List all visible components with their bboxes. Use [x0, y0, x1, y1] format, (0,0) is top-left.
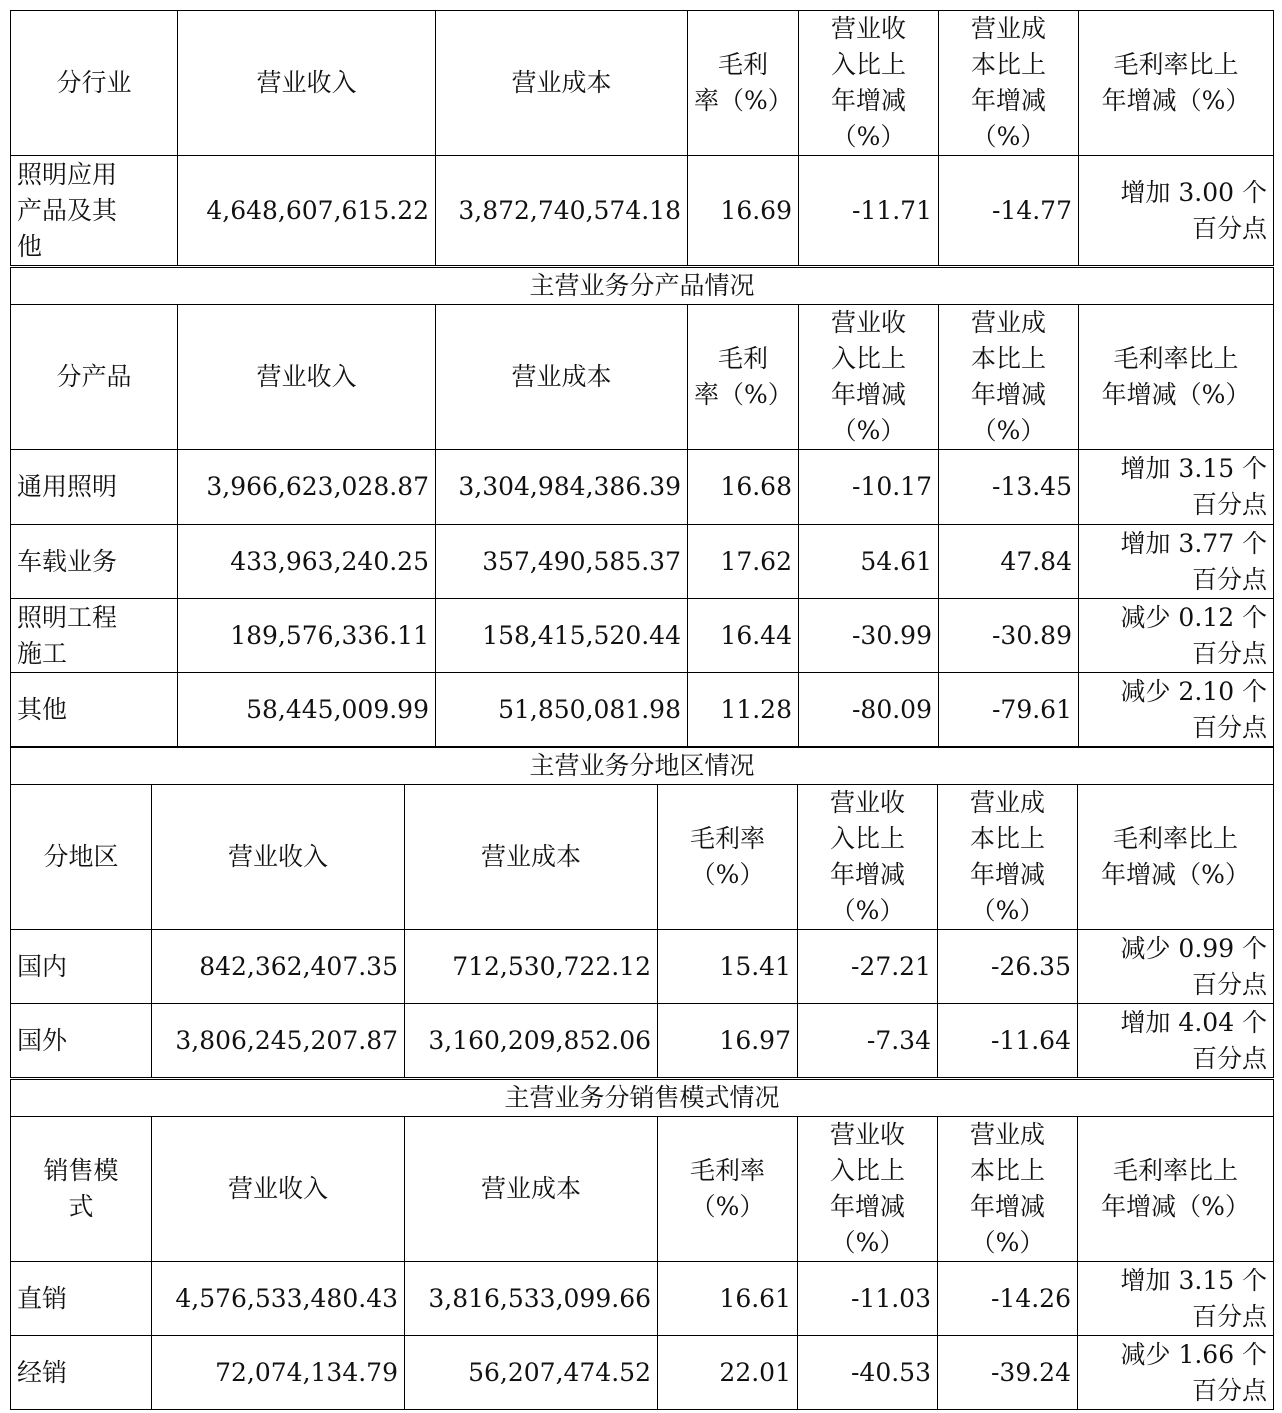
revenue-cell: 433,963,240.25	[178, 525, 436, 599]
header-revenue: 营业收入	[152, 1117, 405, 1262]
header-margin: 毛利 率（%）	[688, 305, 799, 450]
revenue-cell: 189,576,336.11	[178, 599, 436, 673]
section-title: 主营业务分销售模式情况	[11, 1080, 1274, 1117]
region-table	[10, 747, 1274, 1078]
header-margin: 毛利率 （%）	[658, 785, 798, 930]
margin-change-cell: 减少 1.66 个 百分点	[1078, 1336, 1274, 1410]
revenue-cell: 3,966,623,028.87	[178, 450, 436, 525]
table-row	[11, 673, 1274, 747]
header-cost-change: 营业成 本比上 年增减 （%）	[939, 305, 1079, 450]
product-header-row	[11, 305, 1274, 450]
region-header-row	[11, 785, 1274, 930]
header-margin-change: 毛利率比上 年增减（%）	[1079, 305, 1274, 450]
row-label: 照明应用 产品及其 他	[11, 156, 178, 266]
cost-change-cell: -79.61	[939, 673, 1079, 747]
header-revenue-change: 营业收 入比上 年增减 （%）	[798, 785, 938, 930]
sales-mode-header-row	[11, 1117, 1274, 1262]
cost-change-cell: -11.64	[938, 1004, 1078, 1078]
margin-change-cell: 增加 3.15 个 百分点	[1078, 1262, 1274, 1336]
revenue-change-cell: -7.34	[798, 1004, 938, 1078]
sales-mode-table	[10, 1079, 1274, 1410]
row-label: 通用照明	[11, 450, 178, 525]
revenue-cell: 72,074,134.79	[152, 1336, 405, 1410]
cost-change-cell: -39.24	[938, 1336, 1078, 1410]
cost-cell: 357,490,585.37	[436, 525, 688, 599]
margin-change-cell: 增加 3.77 个 百分点	[1079, 525, 1274, 599]
revenue-change-cell: -80.09	[799, 673, 939, 747]
header-revenue: 营业收入	[152, 785, 405, 930]
header-revenue: 营业收入	[178, 11, 436, 156]
revenue-cell: 58,445,009.99	[178, 673, 436, 747]
revenue-cell: 4,576,533,480.43	[152, 1262, 405, 1336]
cost-change-cell: -14.26	[938, 1262, 1078, 1336]
header-margin-change: 毛利率比上 年增减（%）	[1079, 11, 1274, 156]
header-cost: 营业成本	[436, 305, 688, 450]
margin-cell: 17.62	[688, 525, 799, 599]
row-label: 国外	[11, 1004, 152, 1078]
header-margin-change: 毛利率比上 年增减（%）	[1078, 785, 1274, 930]
margin-change-cell: 减少 0.12 个 百分点	[1079, 599, 1274, 673]
cost-cell: 3,816,533,099.66	[405, 1262, 658, 1336]
table-row	[11, 1004, 1274, 1078]
margin-cell: 11.28	[688, 673, 799, 747]
section-title-row	[11, 268, 1274, 305]
margin-cell: 16.61	[658, 1262, 798, 1336]
revenue-cell: 4,648,607,615.22	[178, 156, 436, 266]
revenue-change-cell: 54.61	[799, 525, 939, 599]
table-row	[11, 930, 1274, 1004]
cost-cell: 158,415,520.44	[436, 599, 688, 673]
section-title-row	[11, 1080, 1274, 1117]
margin-change-cell: 减少 0.99 个 百分点	[1078, 930, 1274, 1004]
section-title: 主营业务分产品情况	[11, 268, 1274, 305]
revenue-cell: 842,362,407.35	[152, 930, 405, 1004]
header-segment: 分产品	[11, 305, 178, 450]
row-label: 经销	[11, 1336, 152, 1410]
margin-cell: 16.44	[688, 599, 799, 673]
margin-change-cell: 增加 3.00 个 百分点	[1079, 156, 1274, 266]
section-title: 主营业务分地区情况	[11, 748, 1274, 785]
margin-cell: 22.01	[658, 1336, 798, 1410]
table-row	[11, 1262, 1274, 1336]
revenue-cell: 3,806,245,207.87	[152, 1004, 405, 1078]
header-segment: 销售模 式	[11, 1117, 152, 1262]
cost-cell: 712,530,722.12	[405, 930, 658, 1004]
cost-cell: 56,207,474.52	[405, 1336, 658, 1410]
cost-cell: 3,872,740,574.18	[436, 156, 688, 266]
header-margin: 毛利率 （%）	[658, 1117, 798, 1262]
revenue-change-cell: -40.53	[798, 1336, 938, 1410]
header-revenue-change: 营业收 入比上 年增减 （%）	[799, 11, 939, 156]
header-cost: 营业成本	[436, 11, 688, 156]
cost-change-cell: 47.84	[939, 525, 1079, 599]
industry-header-row	[11, 11, 1274, 156]
margin-cell: 15.41	[658, 930, 798, 1004]
header-cost: 营业成本	[405, 785, 658, 930]
header-revenue-change: 营业收 入比上 年增减 （%）	[799, 305, 939, 450]
industry-table	[10, 10, 1274, 266]
cost-change-cell: -13.45	[939, 450, 1079, 525]
header-cost-change: 营业成 本比上 年增减 （%）	[938, 1117, 1078, 1262]
header-revenue: 营业收入	[178, 305, 436, 450]
margin-cell: 16.68	[688, 450, 799, 525]
header-segment: 分地区	[11, 785, 152, 930]
margin-cell: 16.97	[658, 1004, 798, 1078]
product-table	[10, 267, 1274, 747]
header-cost-change: 营业成 本比上 年增减 （%）	[938, 785, 1078, 930]
table-row	[11, 1336, 1274, 1410]
row-label: 车载业务	[11, 525, 178, 599]
cost-cell: 3,160,209,852.06	[405, 1004, 658, 1078]
header-margin: 毛利 率（%）	[688, 11, 799, 156]
header-segment: 分行业	[11, 11, 178, 156]
margin-change-cell: 增加 3.15 个 百分点	[1079, 450, 1274, 525]
revenue-change-cell: -11.71	[799, 156, 939, 266]
cost-change-cell: -30.89	[939, 599, 1079, 673]
revenue-change-cell: -27.21	[798, 930, 938, 1004]
table-row	[11, 525, 1274, 599]
row-label: 照明工程 施工	[11, 599, 178, 673]
margin-cell: 16.69	[688, 156, 799, 266]
header-cost-change: 营业成 本比上 年增减 （%）	[939, 11, 1079, 156]
revenue-change-cell: -30.99	[799, 599, 939, 673]
header-margin-change: 毛利率比上 年增减（%）	[1078, 1117, 1274, 1262]
cost-cell: 3,304,984,386.39	[436, 450, 688, 525]
revenue-change-cell: -10.17	[799, 450, 939, 525]
table-row	[11, 450, 1274, 525]
row-label: 直销	[11, 1262, 152, 1336]
margin-change-cell: 减少 2.10 个 百分点	[1079, 673, 1274, 747]
table-row	[11, 156, 1274, 266]
header-revenue-change: 营业收 入比上 年增减 （%）	[798, 1117, 938, 1262]
section-title-row	[11, 748, 1274, 785]
header-cost: 营业成本	[405, 1117, 658, 1262]
margin-change-cell: 增加 4.04 个 百分点	[1078, 1004, 1274, 1078]
row-label: 其他	[11, 673, 178, 747]
cost-cell: 51,850,081.98	[436, 673, 688, 747]
cost-change-cell: -14.77	[939, 156, 1079, 266]
cost-change-cell: -26.35	[938, 930, 1078, 1004]
revenue-change-cell: -11.03	[798, 1262, 938, 1336]
table-row	[11, 599, 1274, 673]
row-label: 国内	[11, 930, 152, 1004]
